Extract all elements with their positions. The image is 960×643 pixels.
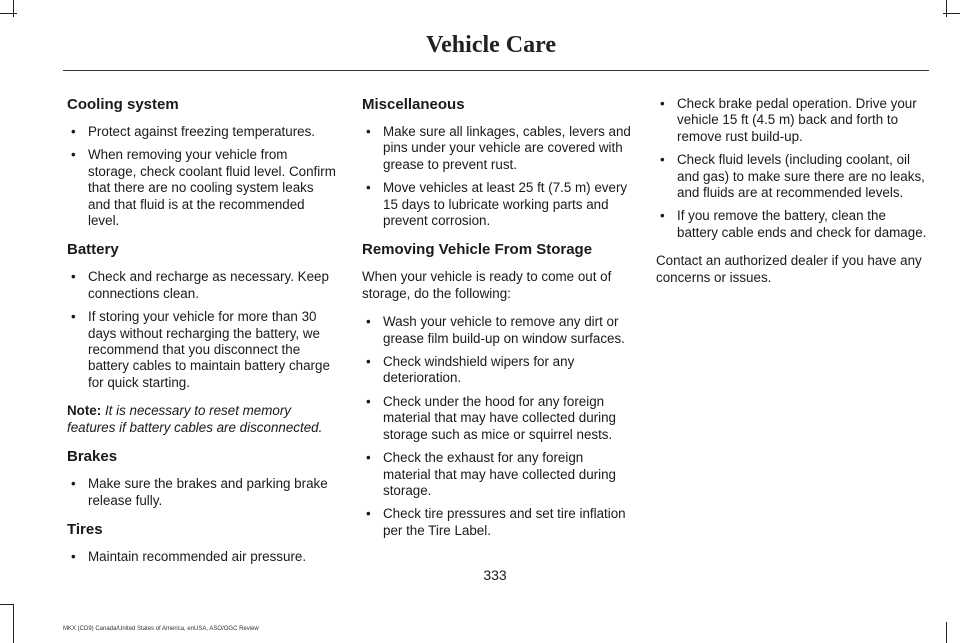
list-item: • Maintain recommended air pressure.	[71, 548, 307, 564]
crop-mark	[13, 604, 14, 643]
intro-paragraph: When your vehicle is ready to come out of storage, do the following:	[362, 269, 612, 301]
list-item: • Check the exhaust for any foreign material that may have collected during storage.	[366, 450, 616, 498]
section-heading: Removing Vehicle From Storage	[362, 241, 593, 259]
bullet-icon: •	[366, 354, 371, 370]
section-heading: Tires	[67, 520, 103, 538]
bullet-icon: •	[71, 147, 76, 163]
bullet-icon: •	[366, 506, 371, 522]
bullet-list	[362, 314, 632, 539]
list-item: • If you remove the battery, clean the battery cable ends and check for damage.	[660, 208, 927, 240]
list-item: • Check tire pressures and set tire inflation per the Tire Label.	[366, 506, 626, 538]
crop-mark	[0, 13, 17, 14]
bullet-list	[656, 96, 930, 241]
crop-mark	[946, 622, 947, 643]
section-heading: Miscellaneous	[362, 96, 465, 113]
page-header-title: Vehicle Care	[426, 32, 556, 58]
bullet-icon: •	[71, 548, 76, 564]
list-item: • If storing your vehicle for more than 30 days without recharging the battery, we recommend that you disconnect the battery cables to maintain battery charge for quick starting.	[71, 309, 330, 390]
note	[67, 403, 337, 436]
closing-paragraph: Contact an authorized dealer if you have any concerns or issues.	[656, 253, 922, 285]
bullet-icon: •	[366, 393, 371, 409]
note-text: It is necessary to reset memory features if battery cables are disconnected.	[67, 403, 323, 435]
bullet-icon: •	[366, 450, 371, 466]
bullet-icon: •	[366, 180, 371, 196]
list-item: • Check under the hood for any foreign material that may have collected during storage such as mice or squirrel nests.	[366, 393, 616, 442]
note-label: Note:	[67, 403, 102, 419]
list-item: • Make sure the brakes and parking brake release fully.	[71, 476, 328, 508]
section-heading: Brakes	[67, 448, 118, 466]
column-2	[362, 96, 632, 551]
list-item: • Check fluid levels (including coolant, oil and gas) to make sure there are no leaks, and fluids are at recommended levels.	[660, 152, 925, 201]
footer-text: MKX (CD9) Canada/United States of America, enUSA, ASO/OGC Review	[63, 626, 259, 632]
list-item: • Protect against freezing temperatures.	[71, 124, 316, 139]
bullet-icon: •	[660, 96, 665, 111]
bullet-list	[67, 124, 337, 229]
bullet-icon: •	[366, 314, 371, 330]
bullet-icon: •	[71, 309, 76, 325]
list-item: • Check windshield wipers for any deterioration.	[366, 354, 575, 386]
bullet-list	[67, 476, 337, 509]
bullet-icon: •	[660, 208, 665, 224]
bullet-icon: •	[71, 124, 76, 139]
bullet-icon: •	[71, 476, 76, 492]
section-heading: Battery	[67, 241, 119, 259]
list-item: • Check brake pedal operation. Drive your vehicle 15 ft (4.5 m) back and forth to remove rust build-up.	[660, 96, 917, 144]
bullet-icon: •	[660, 152, 665, 168]
bullet-list	[362, 124, 632, 229]
bullet-icon: •	[366, 124, 371, 139]
page-number: 333	[483, 567, 507, 583]
crop-mark	[0, 604, 13, 605]
list-item: • When removing your vehicle from storage, check coolant fluid level. Confirm that there are no cooling system leaks and that fluid is at the recommended level.	[71, 147, 336, 229]
bullet-list	[67, 269, 337, 391]
bullet-list	[67, 549, 337, 565]
list-item: • Wash your vehicle to remove any dirt or grease film build-up on window surfaces.	[366, 314, 625, 346]
column-1	[67, 96, 337, 577]
crop-mark	[946, 0, 947, 17]
column-3	[656, 96, 930, 298]
section-heading: Cooling system	[67, 96, 179, 113]
crop-mark	[13, 0, 14, 17]
list-item: • Move vehicles at least 25 ft (7.5 m) every 15 days to lubricate working parts and prevent corrosion.	[366, 180, 628, 229]
list-item: • Check and recharge as necessary. Keep connections clean.	[71, 269, 329, 301]
crop-mark	[943, 13, 960, 14]
list-item: • Make sure all linkages, cables, levers and pins under your vehicle are covered with grease to prevent rust.	[366, 124, 631, 172]
header-rule	[63, 70, 929, 71]
bullet-icon: •	[71, 269, 76, 285]
